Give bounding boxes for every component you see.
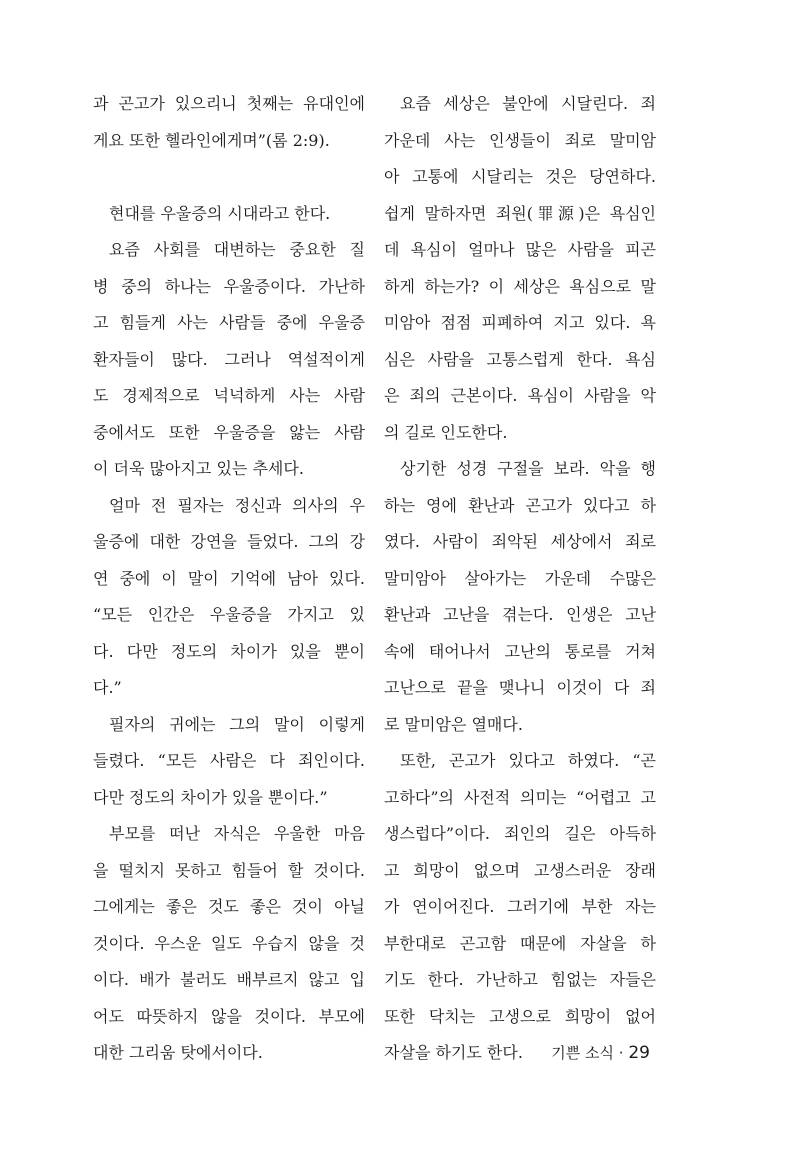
text-line: 로 말미암은 열매다. — [384, 714, 523, 734]
text-line: “모든 인간은 우울증을 가지고 있 — [93, 605, 365, 624]
text-line: 과 곤고가 있으리니 첫째는 유대인에 — [93, 94, 365, 113]
text-line: 미암아 점점 피폐하여 지고 있다. 욕 — [384, 313, 656, 332]
text-line: 데 욕심이 얼마나 많은 사람을 피곤 — [384, 240, 656, 259]
text-line: 자살을 하기도 한다. — [384, 1043, 523, 1062]
text-line: 이다. 배가 불러도 배부르지 않고 입 — [93, 970, 365, 989]
text-line: 또한 닥치는 고생으로 희망이 없어 — [384, 1006, 656, 1026]
text-line: 다만 정도의 차이가 있을 뿐이다.” — [93, 787, 328, 807]
text-line: 또한, 곤고가 있다고 하였다. “곤 — [400, 751, 656, 770]
text-line: 환자들이 많다. 그러나 역설적이게 — [93, 349, 365, 369]
text-line: 부모를 떠난 자식은 우울한 마음 — [109, 824, 365, 843]
text-line: 은 죄의 근본이다. 욕심이 사람을 악 — [384, 386, 656, 405]
text-line: 도 경제적으로 넉넉하게 사는 사람 — [93, 386, 365, 405]
running-title: 기쁜 소식 — [551, 1044, 615, 1062]
text-line: 하는 영에 환난과 곤고가 있다고 하 — [384, 495, 656, 515]
footer-separator: · — [618, 1044, 624, 1062]
text-line: 것이다. 우스운 일도 우습지 않을 것 — [93, 933, 365, 953]
text-line: 였다. 사람이 죄악된 세상에서 죄로 — [384, 532, 656, 551]
text-line: 요즘 사회를 대변하는 중요한 질 — [109, 240, 365, 259]
text-line: 심은 사람을 고통스럽게 한다. 욕심 — [384, 349, 656, 369]
text-line: 연 중에 이 말이 기억에 남아 있다. — [93, 568, 365, 588]
page-footer — [551, 1042, 650, 1063]
text-line: 속에 태어나서 고난의 통로를 거쳐 — [384, 641, 656, 661]
text-line: 울증에 대한 강연을 들었다. 그의 강 — [93, 532, 365, 551]
text-line: 현대를 우울증의 시대라고 한다. — [109, 203, 331, 223]
text-line: 다.” — [93, 678, 122, 697]
text-line: 환난과 고난을 겪는다. 인생은 고난 — [384, 605, 656, 624]
text-line: 상기한 성경 구절을 보라. 악을 행 — [400, 459, 656, 478]
text-line: 의 길로 인도한다. — [384, 422, 508, 442]
text-line: 가운데 사는 인생들이 죄로 말미암 — [384, 130, 656, 150]
text-line: 가 연이어진다. 그러기에 부한 자는 — [384, 897, 656, 916]
text-line: 다. 다만 정도의 차이가 있을 뿐이 — [93, 641, 365, 661]
text-line: 요즘 세상은 불안에 시달린다. 죄 — [400, 94, 656, 113]
text-line: 고난으로 끝을 맺나니 이것이 다 죄 — [384, 678, 656, 697]
text-line: 고 희망이 없으며 고생스러운 장래 — [384, 860, 656, 880]
text-line: 쉽게 말하자면 죄원(罪源)은 욕심인 — [384, 203, 656, 223]
text-line: 고하다”의 사전적 의미는 “어렵고 고 — [384, 787, 656, 807]
text-line: 어도 따뜻하지 않을 것이다. 부모에 — [93, 1006, 365, 1026]
text-line: 게요 또한 헬라인에게며”(롬 2:9). — [93, 130, 330, 150]
text-line: 얼마 전 필자는 정신과 의사의 우 — [109, 495, 365, 515]
text-line: 기도 한다. 가난하고 힘없는 자들은 — [384, 970, 656, 989]
text-line: 대한 그리움 탓에서이다. — [93, 1043, 263, 1062]
text-line: 생스럽다”이다. 죄인의 길은 아득하 — [384, 824, 656, 843]
text-line: 을 떨치지 못하고 힘들어 할 것이다. — [93, 860, 365, 880]
paragraph-gap — [93, 159, 365, 196]
text-line: 고 힘들게 사는 사람들 중에 우울증 — [93, 313, 365, 332]
text-line: 필자의 귀에는 그의 말이 이렇게 — [109, 714, 365, 734]
right-text-column — [384, 86, 656, 1072]
text-line: 부한대로 곤고함 때문에 자살을 하 — [384, 933, 656, 953]
text-line: 들렸다. “모든 사람은 다 죄인이다. — [93, 751, 365, 770]
text-line: 중에서도 또한 우울증을 앓는 사람 — [93, 422, 365, 442]
text-line: 하게 하는가? 이 세상은 욕심으로 말 — [384, 276, 656, 296]
text-line: 이 더욱 많아지고 있는 추세다. — [93, 459, 304, 478]
page-number: 29 — [628, 1043, 650, 1063]
text-line: 그에게는 좋은 것도 좋은 것이 아닐 — [93, 897, 365, 916]
text-line: 아 고통에 시달리는 것은 당연하다. — [384, 167, 656, 186]
text-line: 병 중의 하나는 우울증이다. 가난하 — [93, 276, 365, 296]
left-text-column — [93, 86, 365, 1072]
text-line: 말미암아 살아가는 가운데 수많은 — [384, 568, 656, 588]
